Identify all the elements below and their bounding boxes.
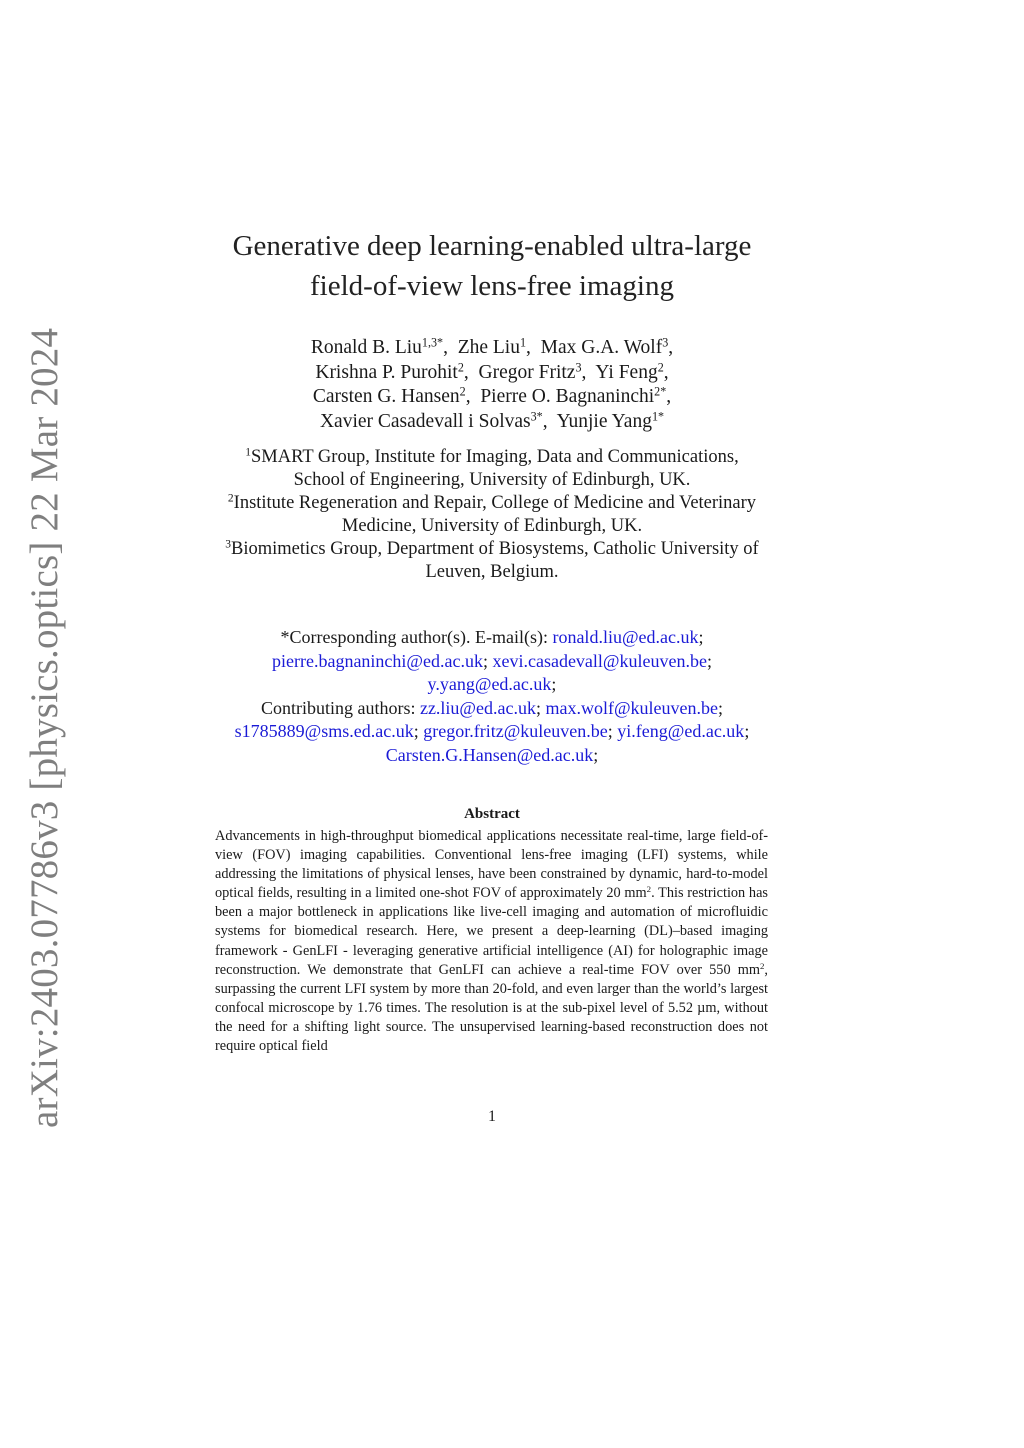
author-name: Ronald B. Liu (310, 337, 422, 358)
affiliation-line: Leuven, Belgium. (425, 562, 559, 582)
fov-small-value: 20 mm (606, 885, 647, 902)
paper-title (160, 226, 824, 306)
abstract-heading: Abstract (464, 806, 520, 822)
affiliation-line: SMART Group, Institute for Imaging, Data and Communications, (251, 447, 739, 467)
author-affil-mark: 3 (662, 335, 669, 350)
corresponding-line: pierre.bagnaninchi@ed.ac.uk; xevi.casadevall@kuleuven.be; (271, 650, 712, 671)
author-line: Ronald B. Liu$^{1,3*}$, Zhe Liu$^1$, Max G.A. Wolf$^3$, (310, 335, 674, 358)
author-affil-mark: 3* (530, 408, 543, 423)
squared-mark: 2 (759, 960, 765, 971)
author-affil-mark: 2 (457, 359, 464, 374)
email-link[interactable]: xevi.casadevall@kuleuven.be (492, 650, 707, 671)
contributing-line: Carsten.G.Hansen@ed.ac.uk; (385, 744, 599, 765)
author-affil-mark: 2* (654, 384, 667, 399)
author-affil-mark: 2 (657, 359, 664, 374)
abstract-text-part-3: , surpassing the current LFI system by more than 20-fold, and even larger than the world’s largest confocal microscope by 1.76 times. The resolution is at the sub-pixel level of 5.52 µm, without the need for a shifting light source. The unsupervised learning-based reconstruction does not require optical field (215, 961, 768, 1055)
author-line: Krishna P. Purohit$^2$, Gregor Fritz$^3$, Yi Feng$^2$, (315, 359, 669, 383)
affiliation-number: 2 (227, 492, 234, 505)
email-link[interactable]: max.wolf@kuleuven.be (545, 697, 719, 718)
affiliation-list (190, 446, 794, 584)
corresponding-line: y.yang@ed.ac.uk; (427, 674, 557, 694)
email-link[interactable]: gregor.fritz@kuleuven.be (423, 721, 608, 741)
affiliation-number: 3 (225, 538, 232, 551)
email-link[interactable]: y.yang@ed.ac.uk (427, 674, 552, 694)
fov-large-value: 550 mm (709, 961, 760, 978)
author-name: Max G.A. Wolf (540, 337, 663, 358)
title-line-1: Generative deep learning-enabled ultra-large (232, 230, 752, 262)
affiliation-3 (190, 538, 794, 584)
author-affil-mark: 3 (575, 359, 582, 374)
contributing-line: s1785889@sms.ed.ac.uk; gregor.fritz@kuleuven.be; yi.feng@ed.ac.uk; (234, 721, 750, 741)
email-link[interactable]: Carsten.G.Hansen@ed.ac.uk (385, 744, 594, 765)
squared-mark: 2 (646, 884, 652, 895)
email-link[interactable]: yi.feng@ed.ac.uk (617, 721, 745, 741)
contributing-label: Contributing authors: (260, 697, 416, 718)
page-number: 1 (488, 1108, 496, 1125)
affiliation-line: School of Engineering, University of Edinburgh, UK. (293, 470, 691, 490)
author-list (160, 336, 824, 434)
author-name: Yi Feng (595, 361, 658, 383)
email-link[interactable]: ronald.liu@ed.ac.uk (552, 627, 699, 647)
abstract-text-part-2: . This restriction has been a major bottleneck in applications like live-cell imaging and automation of microfluidic systems for biomedical research. Here, we present a deep-learning (DL)–based imaging framework - GenLFI - leveraging generative artificial intelligence (AI) for holographic image reconstruction. We demonstrate that GenLFI can achieve a real-time FOV over (215, 885, 768, 978)
author-name: Pierre O. Bagnaninchi (480, 386, 655, 407)
author-affil-mark: 1 (519, 335, 527, 350)
author-name: Krishna P. Purohit (315, 361, 458, 383)
author-name: Yunjie Yang (556, 410, 652, 432)
title-line-2: field-of-view lens-free imaging (310, 270, 674, 302)
arxiv-identifier[interactable]: arXiv:2403.07786v3 [physics.optics] 22 Mar 2024 (23, 327, 66, 1128)
author-name: Zhe Liu (457, 337, 520, 358)
author-affil-mark: 1,3* (421, 335, 444, 350)
contact-block (180, 626, 804, 767)
contributing-line: Contributing authors: zz.liu@ed.ac.uk; max.wolf@kuleuven.be; (260, 697, 724, 718)
email-link[interactable]: pierre.bagnaninchi@ed.ac.uk (271, 650, 483, 671)
author-line: Carsten G. Hansen$^2$, Pierre O. Bagnaninchi$^{2*}$, (312, 384, 672, 407)
email-link[interactable]: s1785889@sms.ed.ac.uk (234, 721, 414, 741)
author-affil-mark: 1* (651, 408, 665, 423)
affiliation-number: 1 (245, 446, 251, 459)
affiliation-1 (190, 446, 794, 492)
affiliation-line: Institute Regeneration and Repair, College of Medicine and Veterinary (233, 493, 757, 513)
corresponding-line: *Corresponding author(s). E-mail(s): ronald.liu@ed.ac.uk; (280, 627, 704, 647)
author-name: Xavier Casadevall i Solvas (319, 410, 531, 432)
corresponding-label: *Corresponding author(s). E-mail(s): (280, 627, 548, 647)
email-link[interactable]: zz.liu@ed.ac.uk (419, 697, 536, 718)
affiliation-2 (190, 492, 794, 538)
author-name: Gregor Fritz (478, 361, 576, 383)
author-line: Xavier Casadevall i Solvas$^{3*}$, Yunjie Yang$^{1*}$ (319, 408, 665, 432)
abstract-text-part-1: Advancements in high-throughput biomedical applications necessitate real-time, large field-of-view (FOV) imaging capabilities. Conventional lens-free imaging (LFI) systems, while addressing the limitations of physical lenses, have been constrained by dynamic, hard-to-model optical fields, resulting in a limited one-shot FOV of approximately (215, 828, 768, 902)
author-name: Carsten G. Hansen (312, 386, 460, 407)
affiliation-line: Medicine, University of Edinburgh, UK. (341, 516, 643, 536)
abstract-text (215, 827, 768, 1056)
author-affil-mark: 2 (459, 384, 466, 399)
affiliation-line: Biomimetics Group, Department of Biosystems, Catholic University of (231, 539, 759, 559)
